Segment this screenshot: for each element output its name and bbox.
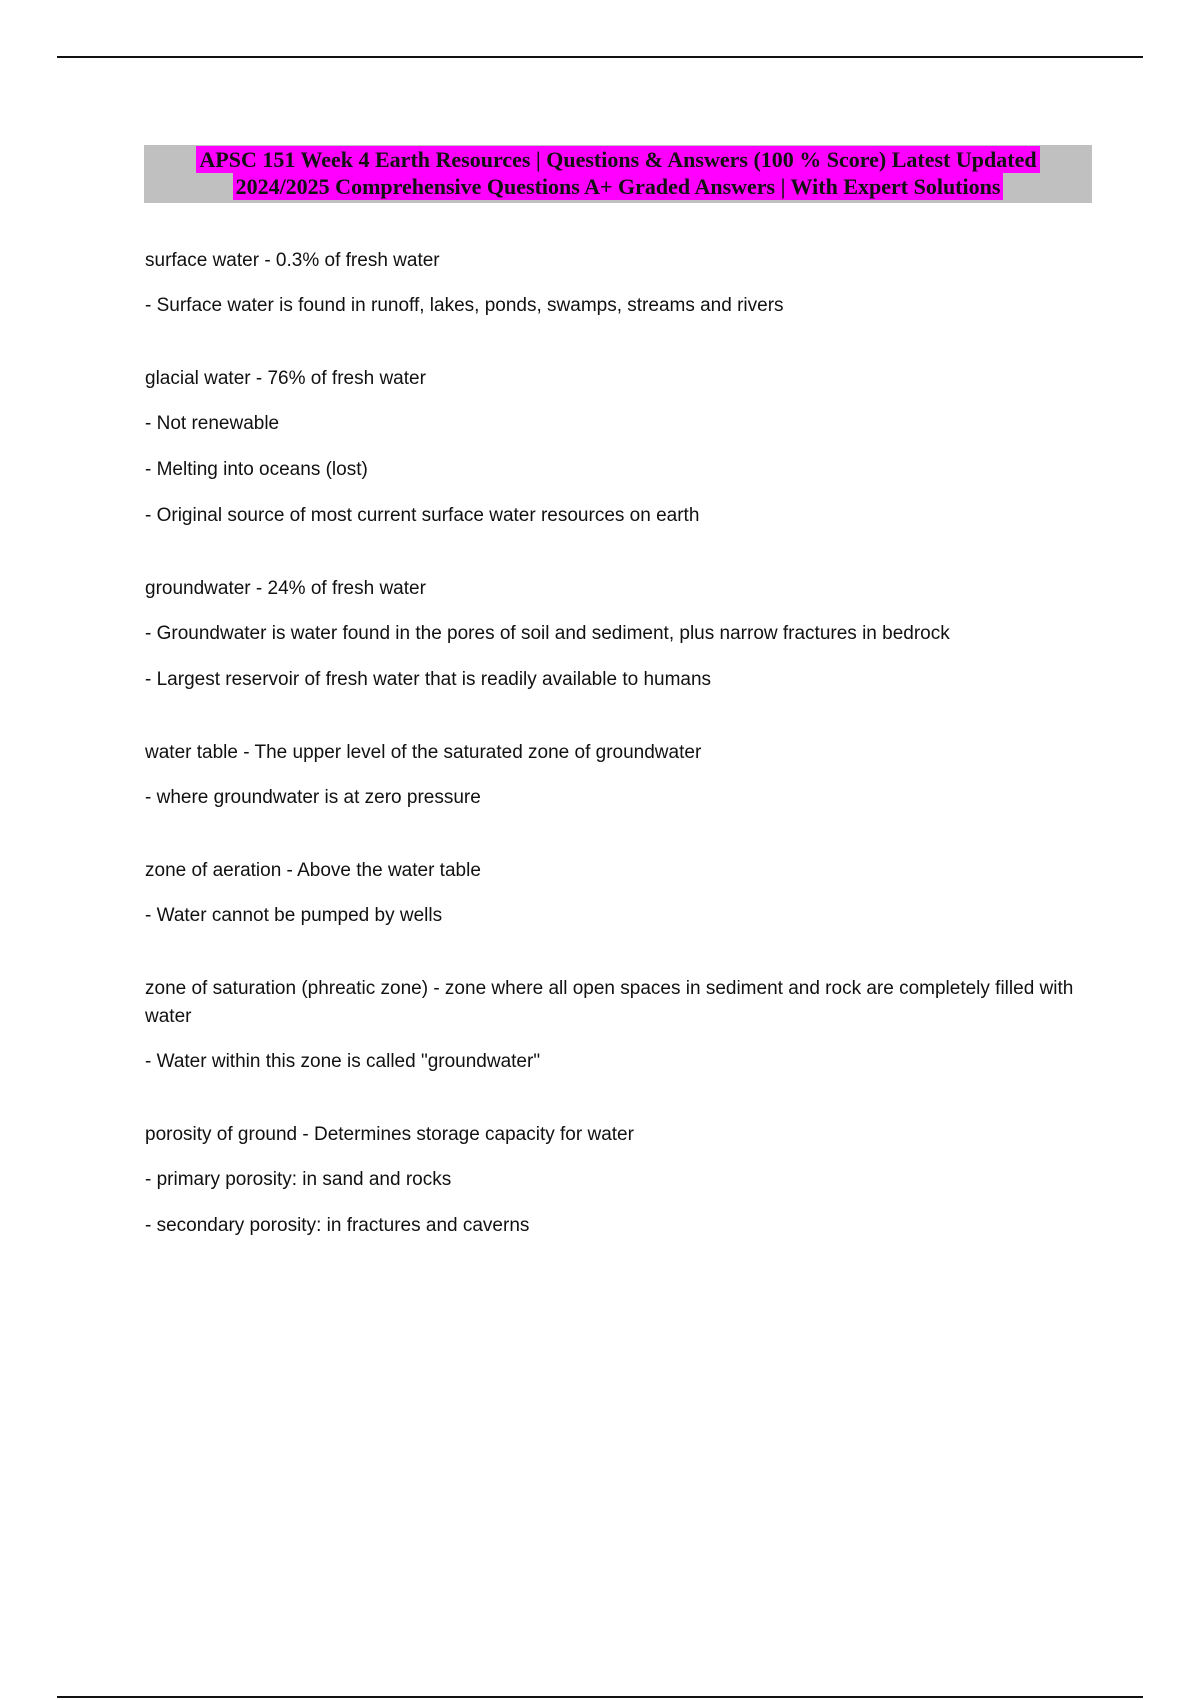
detail-point: - where groundwater is at zero pressure — [145, 787, 481, 808]
qa-entry — [145, 1121, 1075, 1240]
top-rule — [57, 56, 1143, 58]
qa-entry — [145, 857, 1075, 930]
term-definition: zone of aeration - Above the water table — [145, 860, 481, 881]
document-title — [144, 145, 1092, 203]
bottom-rule — [57, 1696, 1143, 1698]
qa-entry — [145, 739, 1075, 812]
qa-entry — [145, 575, 1075, 694]
detail-point: - Original source of most current surface water resources on earth — [145, 505, 700, 526]
detail-point: - Melting into oceans (lost) — [145, 459, 368, 480]
title-line-1: APSC 151 Week 4 Earth Resources | Questions & Answers (100 % Score) Latest Updated — [196, 146, 1039, 173]
title-line-2: 2024/2025 Comprehensive Questions A+ Graded Answers | With Expert Solutions — [233, 173, 1004, 200]
term-definition: zone of saturation (phreatic zone) - zone where all open spaces in sediment and rock are completely filled with water — [145, 978, 1074, 1027]
qa-entry — [145, 975, 1075, 1076]
term-definition: surface water - 0.3% of fresh water — [145, 250, 440, 271]
detail-point: - Largest reservoir of fresh water that is readily available to humans — [145, 669, 712, 690]
detail-point: - Water within this zone is called "groundwater" — [145, 1051, 541, 1072]
qa-entry — [145, 365, 1075, 530]
detail-point: - Surface water is found in runoff, lakes, ponds, swamps, streams and rivers — [145, 295, 784, 316]
qa-entry — [145, 247, 1075, 320]
detail-point: - Not renewable — [145, 413, 280, 434]
detail-point: - Water cannot be pumped by wells — [145, 905, 443, 926]
detail-point: - Groundwater is water found in the pores of soil and sediment, plus narrow fractures in bedrock — [145, 623, 950, 644]
detail-point: - secondary porosity: in fractures and caverns — [145, 1215, 530, 1236]
detail-point: - primary porosity: in sand and rocks — [145, 1169, 452, 1190]
term-definition: groundwater - 24% of fresh water — [145, 578, 426, 599]
term-definition: glacial water - 76% of fresh water — [145, 368, 426, 389]
term-definition: water table - The upper level of the saturated zone of groundwater — [145, 742, 702, 763]
term-definition: porosity of ground - Determines storage capacity for water — [145, 1124, 634, 1145]
qa-list — [145, 247, 1075, 1240]
